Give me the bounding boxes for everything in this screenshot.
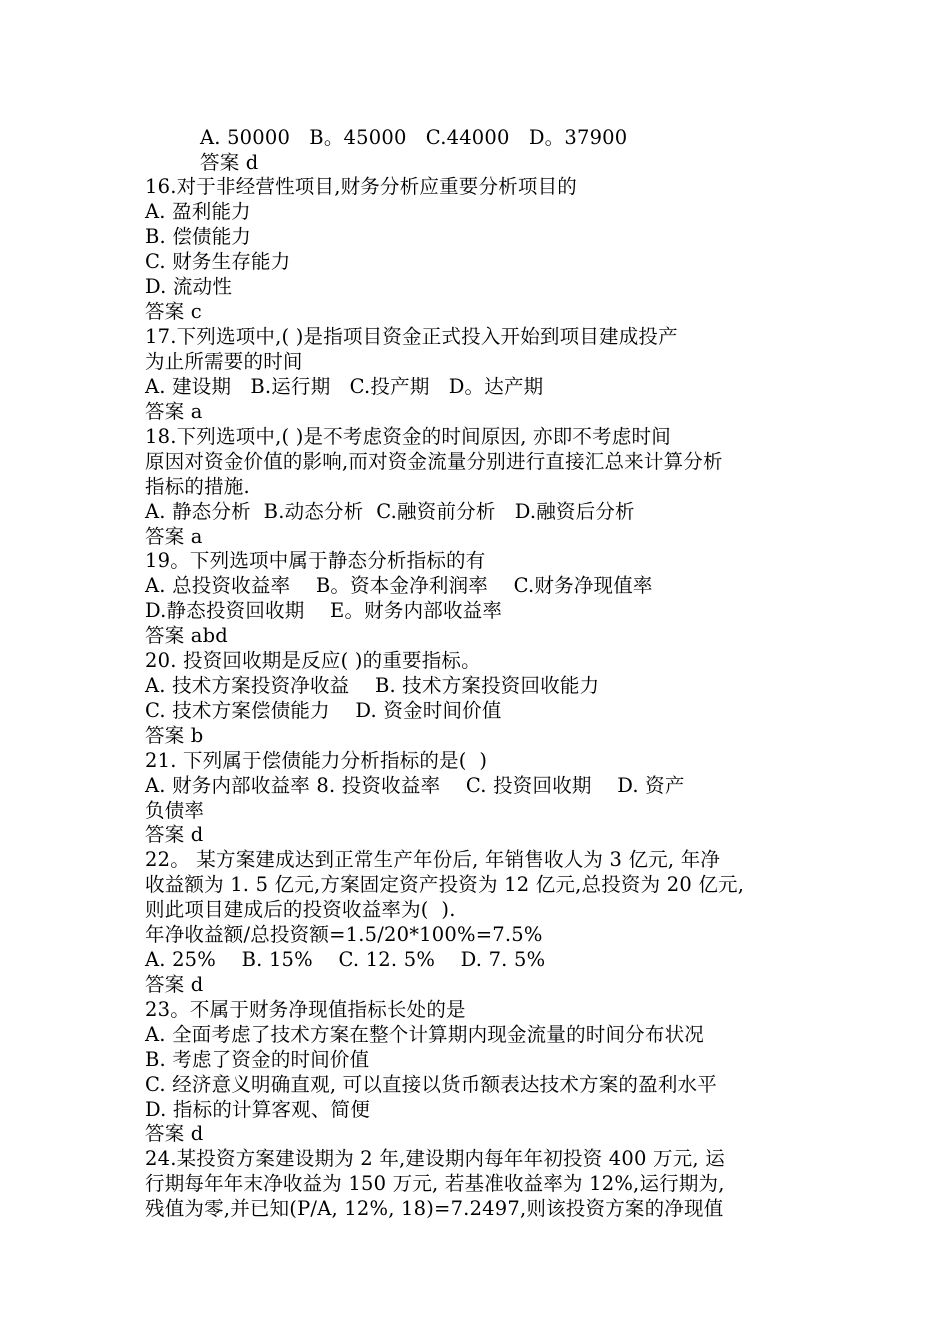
text-line: A. 全面考虑了技术方案在整个计算期内现金流量的时间分布状况	[145, 1023, 704, 1046]
text-line: 为止所需要的时间	[145, 350, 303, 373]
text-line: 答案 d	[145, 1122, 204, 1145]
text-line: 答案 d	[145, 973, 204, 996]
text-line: 答案 c	[145, 300, 202, 323]
text-line: 年净收益额/总投资额=1.5/20*100%=7.5%	[145, 923, 543, 946]
text-line: 则此项目建成后的投资收益率为( ).	[145, 898, 456, 921]
text-line: A. 技术方案投资净收益 B. 技术方案投资回收能力	[145, 674, 600, 697]
text-line: D. 指标的计算客观、简便	[145, 1098, 370, 1121]
text-line: C. 财务生存能力	[145, 250, 291, 273]
text-line: 收益额为 1. 5 亿元,方案固定资产投资为 12 亿元,总投资为 20 亿元,	[145, 873, 745, 896]
question-23: 23。不属于财务净现值指标长处的是	[145, 998, 466, 1021]
text-line: D. 流动性	[145, 275, 233, 298]
text-line: 答案 d	[200, 151, 259, 174]
text-line: 答案 a	[145, 400, 203, 423]
text-line: 答案 abd	[145, 624, 228, 647]
text-line: B. 偿债能力	[145, 225, 252, 248]
text-line: A. 25% B. 15% C. 12. 5% D. 7. 5%	[145, 948, 546, 971]
question-19: 19。下列选项中属于静态分析指标的有	[145, 549, 486, 572]
text-line: 负债率	[145, 799, 205, 822]
question-20: 20. 投资回收期是反应( )的重要指标。	[145, 649, 481, 672]
text-line: 答案 a	[145, 525, 203, 548]
text-line: B. 考虑了资金的时间价值	[145, 1048, 370, 1071]
text-line: A. 建设期 B.运行期 C.投产期 D。达产期	[145, 375, 544, 398]
text-line: 答案 d	[145, 823, 204, 846]
text-line: A. 财务内部收益率 8. 投资收益率 C. 投资回收期 D. 资产	[145, 774, 685, 797]
text-line: A. 静态分析 B.动态分析 C.融资前分析 D.融资后分析	[145, 500, 635, 523]
text-line: A. 50000 B。45000 C.44000 D。37900	[200, 126, 628, 149]
text-line: C. 经济意义明确直观, 可以直接以货币额表达技术方案的盈利水平	[145, 1073, 717, 1096]
text-line: 指标的措施.	[145, 475, 250, 498]
text-line: A. 盈利能力	[145, 200, 251, 223]
question-24: 24.某投资方案建设期为 2 年,建设期内每年年初投资 400 万元, 运	[145, 1147, 725, 1170]
question-21: 21. 下列属于偿债能力分析指标的是( )	[145, 749, 488, 772]
question-17: 17.下列选项中,( )是指项目资金正式投入开始到项目建成投产	[145, 325, 678, 348]
text-line: A. 总投资收益率 B。资本金净利润率 C.财务净现值率	[145, 574, 653, 597]
text-line: 残值为零,并已知(P/A, 12%, 18)=7.2497,则该投资方案的净现值	[145, 1197, 724, 1220]
text-line: C. 技术方案偿债能力 D. 资金时间价值	[145, 699, 502, 722]
question-22: 22。 某方案建成达到正常生产年份后, 年销售收人为 3 亿元, 年净	[145, 848, 721, 871]
question-16: 16.对于非经营性项目,财务分析应重要分析项目的	[145, 175, 578, 198]
text-line: 行期每年年末净收益为 150 万元, 若基准收益率为 12%,运行期为,	[145, 1172, 725, 1195]
question-18: 18.下列选项中,( )是不考虑资金的时间原因, 亦即不考虑时间	[145, 425, 671, 448]
text-line: 原因对资金价值的影响,而对资金流量分别进行直接汇总来计算分析	[145, 450, 723, 473]
text-line: D.静态投资回收期 E。财务内部收益率	[145, 599, 503, 622]
text-line: 答案 b	[145, 724, 204, 747]
